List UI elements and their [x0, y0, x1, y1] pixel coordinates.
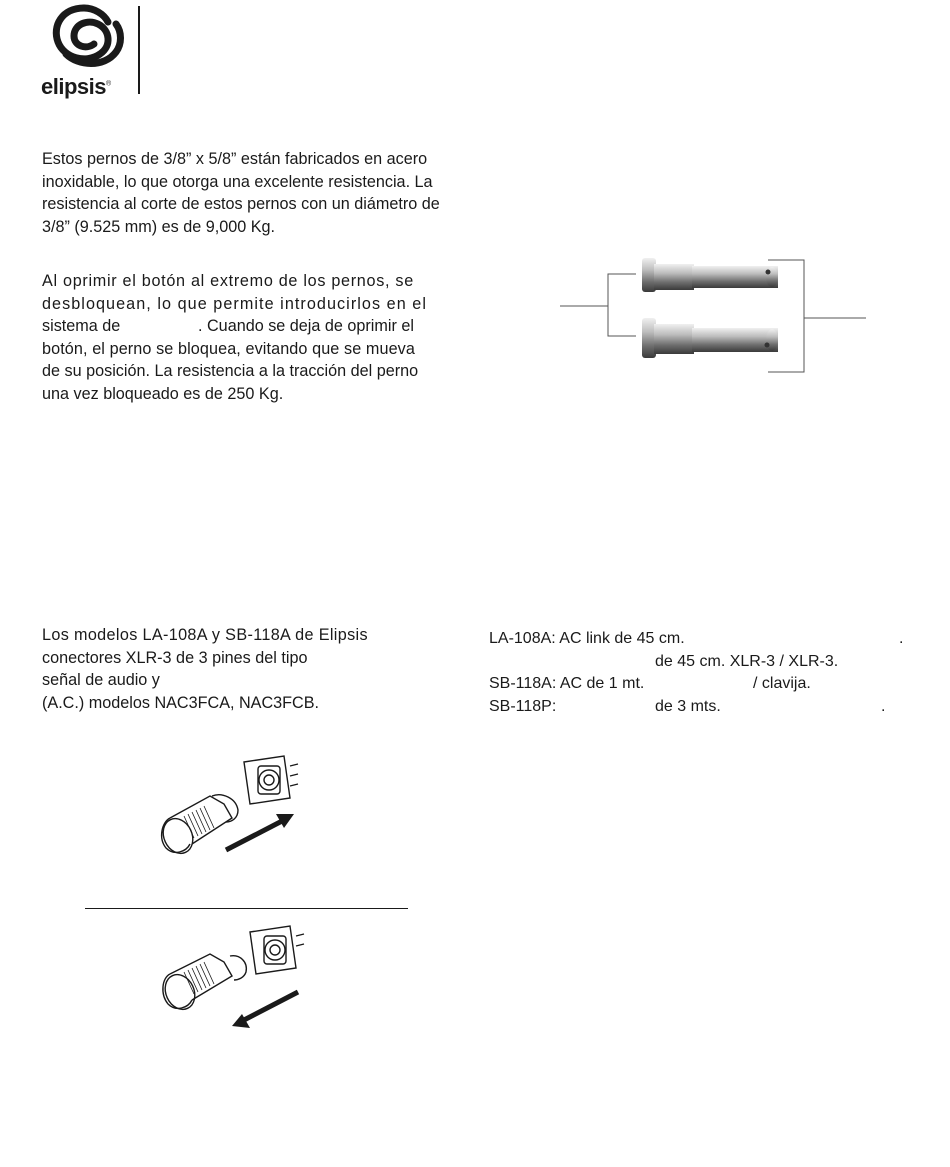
text-line: de su posición. La resistencia a la tracción del perno [42, 362, 419, 380]
list-text: LA-108A: AC link de 45 cm. [489, 630, 685, 647]
text-line: conectores XLR-3 de 3 pines del tipo [42, 648, 308, 667]
model-list [489, 628, 909, 718]
paragraph-models [42, 624, 422, 714]
list-item [489, 628, 909, 651]
text-line: Estos pernos de 3/8” x 5/8” están fabricados en acero [42, 150, 428, 168]
list-text: . [899, 630, 904, 647]
list-text: de 3 mts. [655, 697, 721, 715]
text-fragment: . Cuando se deja de oprimir el [198, 317, 414, 335]
connector-insert-illustration [152, 752, 322, 862]
text-line: desbloquean, lo que permite introducirlos en el [42, 294, 428, 313]
list-text: de 45 cm. XLR-3 / XLR-3. [655, 652, 839, 670]
logo-wordmark [41, 74, 111, 100]
paragraph-locking [42, 270, 462, 405]
text-line: inoxidable, lo que otorga una excelente resistencia. La [42, 172, 433, 191]
list-text: . [881, 697, 886, 715]
text-line: resistencia al corte de estos pernos con un diámetro de [42, 195, 440, 213]
pin-bottom [642, 318, 778, 358]
text-line: señal de audio y [42, 671, 160, 689]
paragraph-material [42, 148, 464, 238]
list-item [489, 696, 909, 719]
text-line: Al oprimir el botón al extremo de los pernos, se [42, 272, 414, 290]
list-text: SB-118P: [489, 697, 557, 715]
brand-name: elipsis [41, 74, 106, 99]
section-divider [85, 908, 408, 909]
quick-release-pins-image [558, 250, 878, 380]
elipsis-swirl-icon [44, 4, 124, 70]
text-line: (A.C.) modelos NAC3FCA, NAC3FCB. [42, 693, 320, 712]
elipsis-logo [38, 4, 138, 99]
text-line: botón, el perno se bloquea, evitando que se mueva [42, 339, 415, 358]
registered-mark: ® [105, 80, 111, 88]
text-line [42, 315, 462, 338]
list-item [489, 651, 909, 674]
text-fragment: sistema de [42, 317, 121, 335]
text-line: una vez bloqueado es de 250 Kg. [42, 384, 284, 403]
header-divider [138, 6, 140, 94]
connector-remove-illustration [152, 922, 322, 1032]
list-text: / clavija. [753, 675, 811, 692]
text-line: Los modelos LA-108A y SB-118A de Elipsis [42, 626, 368, 644]
text-line: 3/8” (9.525 mm) es de 9,000 Kg. [42, 217, 276, 236]
list-text: SB-118A: AC de 1 mt. [489, 675, 645, 692]
pin-top [642, 258, 778, 292]
list-item [489, 673, 909, 696]
